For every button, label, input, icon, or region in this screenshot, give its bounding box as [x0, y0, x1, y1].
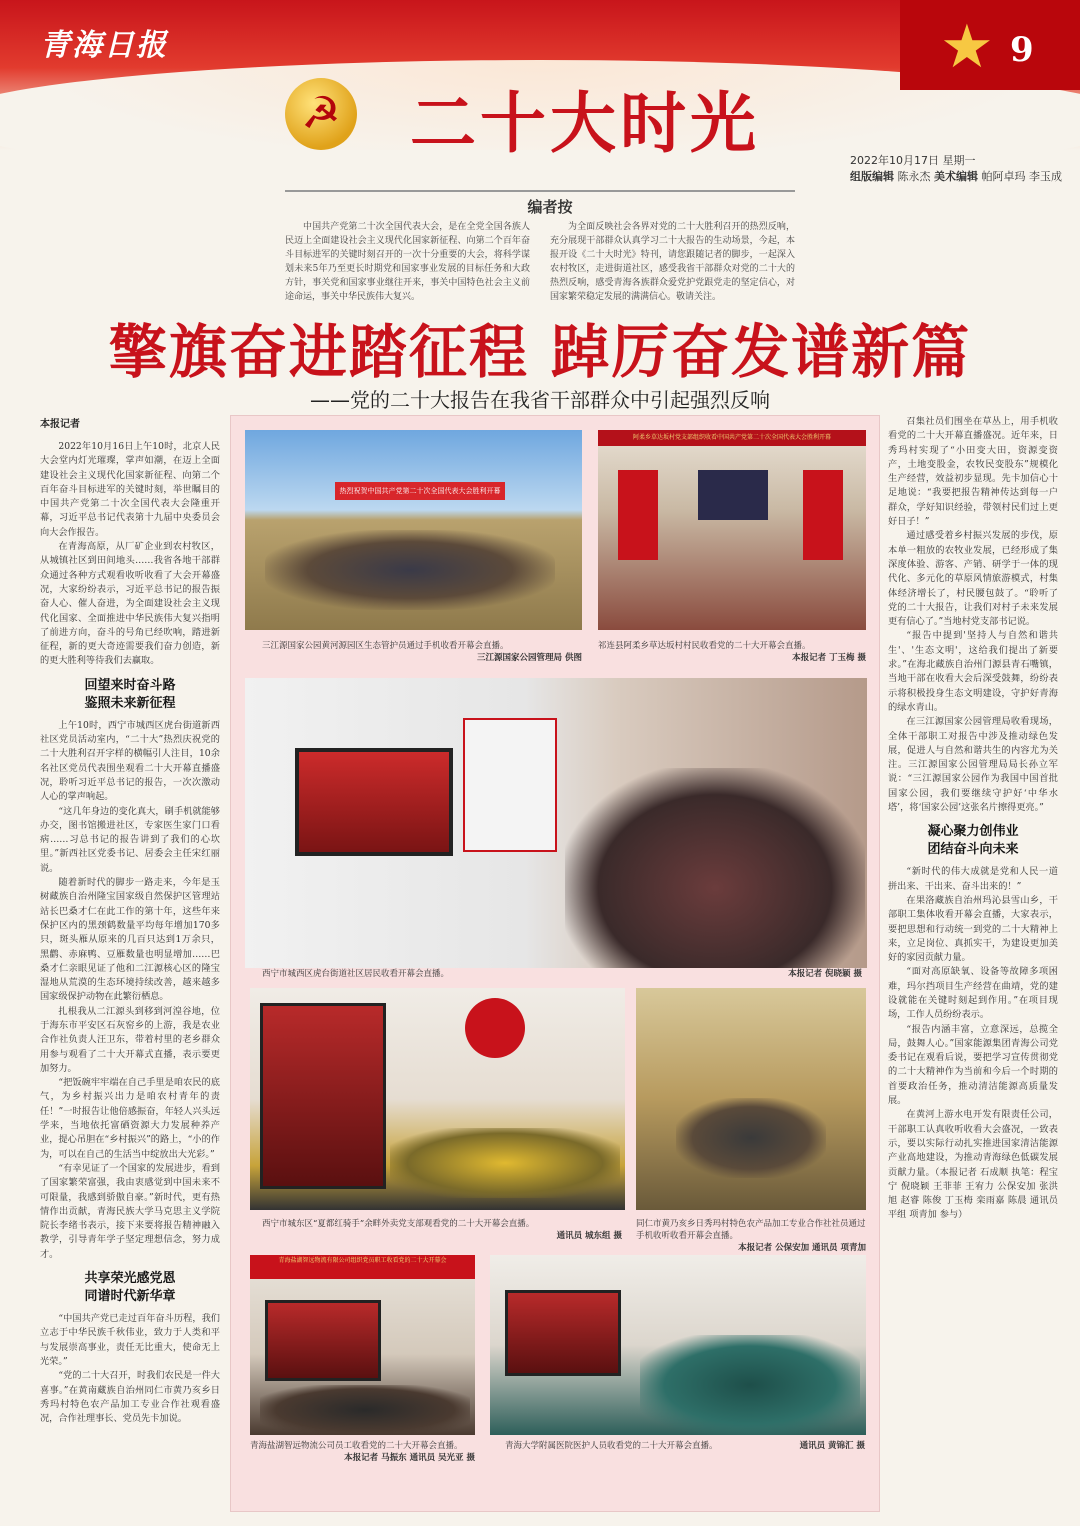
photo-hay-barn	[636, 988, 866, 1210]
red-couplet	[618, 470, 658, 560]
photo-banner: 阿柔乡草达坂村党支部组织收看中国共产党第二十次全国代表大会胜利开幕	[598, 430, 866, 446]
caption-credit: 通讯员 黄锦汇 摄	[799, 1441, 865, 1451]
right-column	[888, 415, 1058, 1505]
photo7-caption	[505, 1440, 865, 1452]
subhead-1	[40, 677, 220, 713]
paragraph: 通过感受着乡村振兴发展的步伐，原本单一粗放的农牧业发展，已经形成了集深度体验、游客、产销、研学于一体的现代化、多元化的草原风情旅游模式，村集体经济增长了，村民腰包鼓了。“聆听了党的二十大报告，让我们对村子未来发展更有信心了。”当地村党支部书记说。	[888, 530, 1058, 628]
subhead-3	[888, 823, 1058, 859]
section-title: 二十大时光	[410, 85, 760, 162]
paragraph: “面对高原缺氧、设备等故障多项困难，玛尔挡项目生产经营在曲靖，党的建设就能在关键时刻起到作用。”在项目现场，工作人员纷纷表示。	[888, 966, 1058, 1021]
people-group	[265, 530, 555, 610]
caption-text: 祁连县阿柔乡草达坂村村民收看党的二十大开幕会直播。	[598, 641, 811, 651]
caption-credit: 本报记者 丁玉梅 摄	[792, 653, 866, 663]
people-group	[565, 768, 865, 968]
tv-screen	[265, 1300, 381, 1381]
photo-salt-lake-company	[250, 1255, 475, 1435]
caption-text: 青海盐湖智远物流公司员工收看党的二十大开幕会直播。	[250, 1441, 463, 1451]
date-line: 2022年10月17日 星期一	[850, 154, 976, 167]
photo-meeting-hall	[598, 430, 866, 630]
paragraph: “有幸见证了一个国家的发展进步，看到了国家繁荣富强，我由衷感觉到中国未来不可限量，我感到骄傲自豪。”新时代，更有热情作出贡献，青海民族大学马克思主义学院院长李绪书表示，接下来要将报告精神融入教学，引导青年学子坚定理想信念，努力成才。	[40, 1162, 220, 1260]
paragraph: 召集社员们围坐在草丛上，用手机收看党的二十大开幕直播盛况。近年来，日秀玛村实现了“小田变大田，资源变资产，土地变股金，农牧民变股东”规模化生产经营，效益初步显现。先卡加信心十足地说：“我要把报告精神传达到每一户群众，学好知识经验，带领村民们过上更好日子！”	[888, 416, 1058, 528]
photo-banner: 青海盐湖智远物流有限公司组织党员职工收看党的二十大开幕会	[250, 1255, 475, 1279]
photo1-caption	[262, 640, 582, 664]
paragraph: “报告中提到'坚持人与自然和谐共生'、'生态文明'，这给我们提出了新要求。”在海北藏族自治州门源县青石嘴镇，当地干部在收看大会后深受鼓舞，纷纷表示将积极投身生态文明建设，守护好青海的绿水青山。	[888, 630, 1058, 713]
paragraph: 上午10时，西宁市城西区虎台街道新西社区党员活动室内，“二十大”热烈庆祝党的二十大胜利召开字样的横幅引人注目，10余名社区党员代表围坐观看二十大开幕直播盛况，聆听习近平总书记的报告，一次次激动人心的掌声响起。	[40, 719, 220, 803]
photo3-caption	[262, 968, 862, 980]
editor-note-title: 编者按	[527, 198, 573, 216]
photo2-caption	[598, 640, 866, 664]
paragraph: “这几年身边的变化真大，刷手机就能够办交，图书馆搬进社区，专家医生家门口看病……习总书记的报告讲到了我们的心坎里。”新西社区党委书记、居委会主任宋红丽说。	[40, 805, 220, 874]
people-group	[640, 1335, 860, 1435]
party-emblem-icon	[465, 998, 525, 1058]
editor-note-col2: 为全面反映社会各界对党的二十大胜利召开的热烈反响，充分展现干部群众认真学习二十大报告的生动场景，今起，本报开设《二十大时光》特刊，请您跟随记者的脚步，一起深入农村牧区，走进街道社区，感受我省干部群众对党的二十大的热烈反响，感受青海各族群众爱党护党跟党走的坚定信心，对国家繁荣稳定发展的满满信心。敬请关注。	[550, 222, 795, 302]
paragraph: 在青海高原，从厂矿企业到农村牧区，从城镇社区到田间地头……我省各地干部群众通过各种方式观看收听收看了大会开幕盛况，大家纷纷表示，习近平总书记的报告振奋人心、催人奋进，为全面建设社会主义现代化国家、全面推进中华民族伟大复兴指明了前进方向，奋斗的号角已经吹响，踏进新征程，新的更大奇迹需要我们奋力创造，新的更大胜利等待我们去赢取。	[40, 541, 220, 667]
poster-board	[463, 718, 557, 852]
paragraph: “把饭碗牢牢端在自己手里是咱农民的底气，为乡村振兴出力是咱农村青年的责任！”一时报告让他倍感振奋，年轻人兴头远学来，当地依托富硒资源大力发展种养产业，提心吊胆在“乡村振兴”的路上，“小的作为，可以在自己的生活当中绽放出大光彩。”	[40, 1077, 220, 1160]
group-editor-name: 陈永杰	[897, 170, 931, 183]
caption-credit: 本报记者 公保安加 通讯员 项青加	[738, 1243, 866, 1253]
subheadline: ——党的二十大报告在我省干部群众中引起强烈反响	[310, 388, 770, 412]
left-column	[40, 415, 220, 1505]
headline: 擎旗奋进踏征程 踔厉奋发谱新篇	[108, 318, 972, 386]
people-group	[260, 1385, 470, 1435]
paragraph: “新时代的伟大成就是党和人民一道拼出来、干出来、奋斗出来的！”	[888, 866, 1058, 892]
caption-credit: 本报记者 倪晓颖 摄	[788, 969, 862, 979]
caption-text: 青海大学附属医院医护人员收看党的二十大开幕会直播。	[505, 1441, 718, 1451]
paragraph: “中国共产党已走过百年奋斗历程，我们立志于中华民族千秋伟业，致力于人类和平与发展崇高事业，责任无比重大，使命无上光荣。”	[40, 1313, 220, 1367]
photo-delivery-riders	[250, 988, 625, 1210]
photo-grassland	[245, 430, 582, 630]
red-couplet	[803, 470, 843, 560]
caption-text: 西宁市城东区“夏都红骑手”余畔外卖党支部观看党的二十大开幕会直播。	[262, 1219, 535, 1229]
right-body	[888, 415, 1058, 1223]
subhead-2	[40, 1270, 220, 1306]
people-group	[676, 1098, 826, 1178]
subhead-line: 凝心聚力创伟业	[927, 824, 1019, 840]
left-body	[40, 440, 220, 1426]
photo-community-center	[245, 678, 867, 968]
photo-hospital	[490, 1255, 866, 1435]
paragraph: 在三江源国家公园管理局收看现场，全体干部职工对报告中涉及推动绿色发展，促进人与自然和谐共生的内容尤为关注。三江源国家公园管理局局长孙立军说：“三江源国家公园作为我国中国首批国家公园，我们要继续守护好‘中华水塔’，将‘国家公园’这张名片擦得更亮。”	[888, 716, 1058, 814]
art-editor-label: 美术编辑	[934, 170, 978, 183]
tv-screen	[698, 470, 768, 520]
photo5-caption	[636, 1218, 866, 1254]
page-number: 9	[1010, 30, 1034, 70]
photo-banner: 热烈祝贺中国共产党第二十次全国代表大会胜利开幕	[335, 482, 505, 500]
paragraph: 扎根我从二江源头到移到河湟谷地，位于海东市平安区石灰窑乡的上游，我是农业合作社负责人汪卫东，带着村里的老乡群众用参与观看了二十大开幕式直播，表示要更加努力。	[40, 1005, 220, 1074]
paragraph: 随着新时代的脚步一路走来，今年是玉树藏族自治州隆宝国家级自然保护区管理站站长巴桑才仁在此工作的第十年，这些年来保护区内的黑颈鹤数量平均每年增加170多只，斑头雁从原来的几百只达到1万余只，黑鹳、赤麻鸭、豆雁数量也明显增加……巴桑才仁亲眼见证了他和二江源核心区的隆宝湿地从荒漠的生态环境持续改善，越来越多国家级保护动物在此繁衍栖息。	[40, 877, 220, 1003]
party-emblem-icon: ☭	[285, 78, 357, 150]
group-editor-label: 组版编辑	[850, 170, 894, 183]
paragraph: “报告内涵丰富，立意深远，总揽全局，鼓舞人心。”国家能源集团青海公司党委书记在观看后说，要把学习宣传贯彻党的二十大精神作为当前和今后一个时期的首要政治任务，推动清洁能源高质量发展。	[888, 1023, 1058, 1107]
caption-credit: 三江源国家公园管理局 供图	[477, 653, 582, 663]
caption-credit: 通讯员 城东组 摄	[556, 1231, 622, 1241]
photo4-caption	[262, 1218, 622, 1242]
art-editor-name: 帕阿卓玛 李玉成	[981, 170, 1062, 183]
editor-note-col1: 中国共产党第二十次全国代表大会，是在全党全国各族人民迈上全面建设社会主义现代化国家新征程、向第二个百年奋斗目标进军的关键时刻召开的一次十分重要的大会，将科学谋划未来5年乃至更长时期党和国家事业发展的目标任务和大政方针，事关党和国家事业继往开来，事关中国特色社会主义前途命运，事关中华民族伟大复兴。	[285, 222, 530, 302]
subhead-line: 同谱时代新华章	[84, 1289, 176, 1305]
caption-text: 三江源国家公园黄河源园区生态管护员通过手机收看开幕会直播。	[262, 641, 509, 651]
masthead-logo: 青海日报	[40, 28, 168, 63]
caption-text: 西宁市城西区虎台街道社区居民收看开幕会直播。	[262, 969, 450, 979]
tv-screen	[295, 748, 453, 856]
people-group	[390, 1128, 620, 1198]
caption-text: 同仁市黄乃亥乡日秀玛村特色农产品加工专业合作社社员通过手机收听收看开幕会直播。	[636, 1219, 866, 1241]
caption-credit: 本报记者 马振东 通讯员 吴光亚 摄	[344, 1453, 475, 1463]
tv-screen	[505, 1290, 621, 1376]
paragraph: 2022年10月16日上午10时，北京人民大会堂内灯光璀璨，掌声如潮，在迈上全面建设社会主义现代化国家新征程、向第二个百年奋斗目标进军的关键时刻，举世瞩目的中国共产党第二十次全国代表大会隆重开幕，习近平总书记代表第十九届中央委员会向大会作报告。	[40, 441, 220, 538]
paragraph: 在果洛藏族自治州玛沁县雪山乡，干部职工集体收看开幕会直播，大家表示，要把思想和行动统一到党的二十大精神上来，立足岗位、真抓实干，为建设更加美好的家园贡献力量。	[888, 894, 1058, 964]
editors-line	[850, 168, 1062, 184]
tv-screen	[260, 1003, 386, 1189]
subhead-line: 团结奋斗向未来	[927, 842, 1019, 858]
paragraph: “党的二十大召开，时我们农民是一件大喜事。”在黄南藏族自治州同仁市黄乃亥乡日秀玛村特色农产品加工专业合作社观看盛况，合作社理事长、党员先卡加说。	[40, 1370, 220, 1425]
star-icon: ★	[940, 12, 994, 82]
subhead-line: 回望来时奋斗路	[84, 677, 176, 693]
byline: 本报记者	[40, 419, 80, 430]
subhead-line: 共享荣光感党恩	[84, 1271, 176, 1287]
subhead-line: 鉴照未来新征程	[84, 695, 176, 711]
photo6-caption	[250, 1440, 475, 1464]
paragraph: 在黄河上游水电开发有限责任公司，干部职工认真收听收看大会盛况，一致表示，要以实际行动扎实推进国家清洁能源产业高地建设，为推动青海绿色低碳发展贡献力量。（本报记者 石成顺 执笔：程宝宁 倪晓颖 王菲菲 王宥力 公保安加 张洪旭 赵睿 陈俊 丁玉梅 栾雨嘉 陈晨 通讯员 平组 项青加 参与）	[888, 1109, 1058, 1221]
